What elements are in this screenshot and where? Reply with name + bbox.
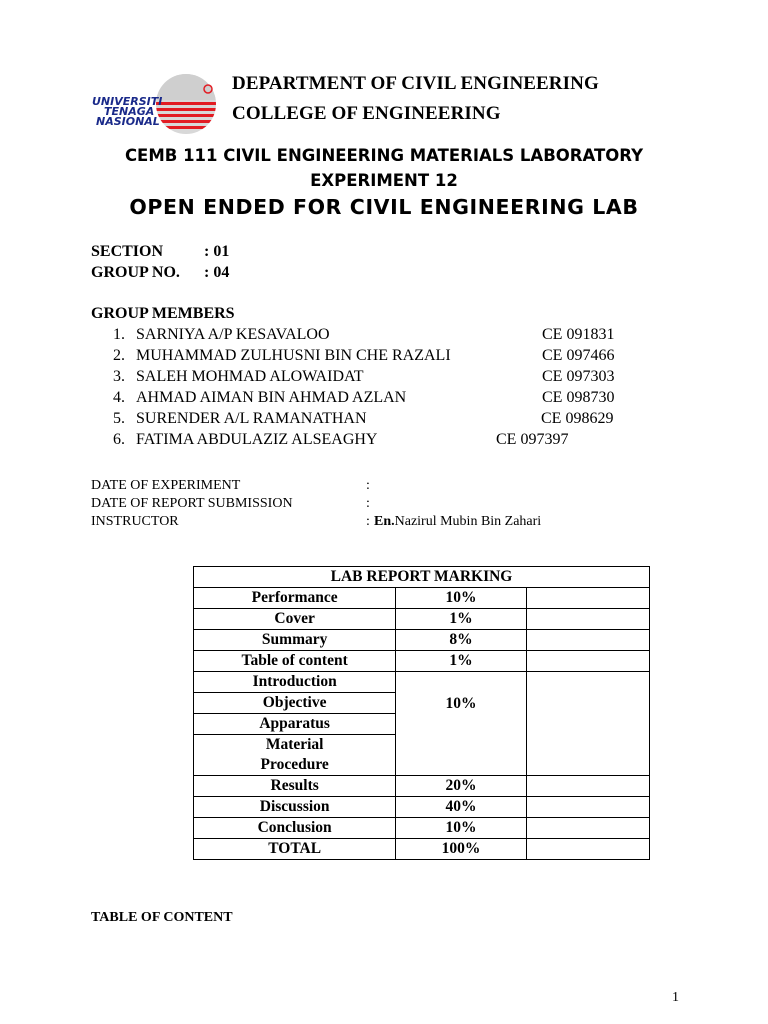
group-row [91, 264, 391, 284]
marking-weight: 20% [396, 776, 526, 797]
section-row [91, 243, 391, 263]
marking-item: Apparatus [194, 714, 396, 735]
table-header-row [194, 567, 650, 588]
date-of-submission-row [0, 496, 768, 514]
marking-item: Results [194, 776, 396, 797]
table-row [194, 818, 650, 839]
date-of-experiment-row [0, 478, 768, 496]
marking-weight: 1% [396, 651, 526, 672]
member-number: 4. [113, 389, 125, 406]
experiment-title: OPEN ENDED FOR CIVIL ENGINEERING LAB [129, 195, 639, 219]
marking-weight: 1% [396, 609, 526, 630]
member-id: CE 097303 [542, 368, 615, 385]
marking-item: Cover [194, 609, 396, 630]
table-row [194, 588, 650, 609]
page-number: 1 [672, 990, 679, 1005]
member-name: FATIMA ABDULAZIZ ALSEAGHY [136, 431, 378, 448]
marking-weight: 10% [396, 588, 526, 609]
university-logo [90, 72, 224, 136]
member-name: SARNIYA A/P KESAVALOO [136, 326, 330, 343]
instructor-colon: : [366, 514, 370, 529]
marking-weight: 8% [396, 630, 526, 651]
member-name: MUHAMMAD ZULHUSNI BIN CHE RAZALI [136, 347, 451, 364]
member-number: 2. [113, 347, 125, 364]
member-id: CE 097397 [496, 431, 569, 448]
marking-weight: 10% [396, 672, 526, 776]
marking-score [526, 651, 649, 672]
marking-weight: 40% [396, 797, 526, 818]
marking-item: Discussion [194, 797, 396, 818]
date-of-submission-value: : [366, 496, 370, 511]
marking-item: Material [194, 735, 396, 756]
marking-item: Introduction [194, 672, 396, 693]
member-number: 3. [113, 368, 125, 385]
member-row [0, 431, 768, 451]
marking-score [526, 588, 649, 609]
group-label: GROUP NO. [91, 264, 180, 281]
section-value: : 01 [204, 243, 230, 260]
marking-item: Procedure [194, 755, 396, 776]
member-row [0, 326, 768, 346]
marking-score [526, 776, 649, 797]
table-row [194, 839, 650, 860]
marking-weight: 100% [396, 839, 526, 860]
instructor-label: INSTRUCTOR [91, 514, 179, 529]
course-title: CEMB 111 CIVIL ENGINEERING MATERIALS LABORATORY [124, 146, 644, 165]
member-name: SALEH MOHMAD ALOWAIDAT [136, 368, 364, 385]
date-of-experiment-value: : [366, 478, 370, 493]
college-heading: COLLEGE OF ENGINEERING [232, 103, 501, 124]
marking-score [526, 630, 649, 651]
table-title: LAB REPORT MARKING [194, 567, 650, 588]
experiment-number: EXPERIMENT 12 [310, 171, 458, 190]
instructor-row [0, 514, 768, 532]
group-value: : 04 [204, 264, 230, 281]
instructor-value [374, 514, 541, 530]
table-row [194, 797, 650, 818]
marking-item: TOTAL [194, 839, 396, 860]
lab-report-marking-table [193, 566, 650, 860]
instructor-name: Nazirul Mubin Bin Zahari [394, 514, 542, 529]
marking-score [526, 818, 649, 839]
marking-item: Summary [194, 630, 396, 651]
uniten-logo-icon [90, 72, 224, 136]
member-id: CE 098730 [542, 389, 615, 406]
date-of-experiment-label: DATE OF EXPERIMENT [91, 478, 241, 493]
member-id: CE 097466 [542, 347, 615, 364]
marking-item: Conclusion [194, 818, 396, 839]
date-of-submission-label: DATE OF REPORT SUBMISSION [91, 496, 293, 511]
logo-text-line3: NASIONAL [96, 115, 160, 128]
member-number: 6. [113, 431, 125, 448]
table-row [194, 672, 650, 693]
marking-score [526, 672, 649, 776]
marking-score [526, 609, 649, 630]
marking-item: Objective [194, 693, 396, 714]
table-of-content-heading: TABLE OF CONTENT [91, 910, 233, 925]
member-row [0, 347, 768, 367]
logo-text-line2: TENAGA [104, 105, 155, 118]
instructor-title: En. [374, 514, 395, 529]
member-id: CE 098629 [541, 410, 614, 427]
marking-weight: 10% [396, 818, 526, 839]
table-row [194, 630, 650, 651]
marking-item: Table of content [194, 651, 396, 672]
marking-score [526, 839, 649, 860]
section-label: SECTION [91, 243, 164, 260]
member-name: AHMAD AIMAN BIN AHMAD AZLAN [136, 389, 407, 406]
member-name: SURENDER A/L RAMANATHAN [136, 410, 367, 427]
member-number: 5. [113, 410, 125, 427]
member-row [0, 389, 768, 409]
marking-score [526, 797, 649, 818]
table-row [194, 651, 650, 672]
group-members-title: GROUP MEMBERS [91, 305, 235, 322]
table-row [194, 609, 650, 630]
logo-text-line1: UNIVERSITI [92, 95, 163, 108]
table-row [194, 776, 650, 797]
member-row [0, 410, 768, 430]
member-number: 1. [113, 326, 125, 343]
marking-item: Performance [194, 588, 396, 609]
department-heading: DEPARTMENT OF CIVIL ENGINEERING [232, 73, 599, 94]
member-row [0, 368, 768, 388]
member-id: CE 091831 [542, 326, 615, 343]
